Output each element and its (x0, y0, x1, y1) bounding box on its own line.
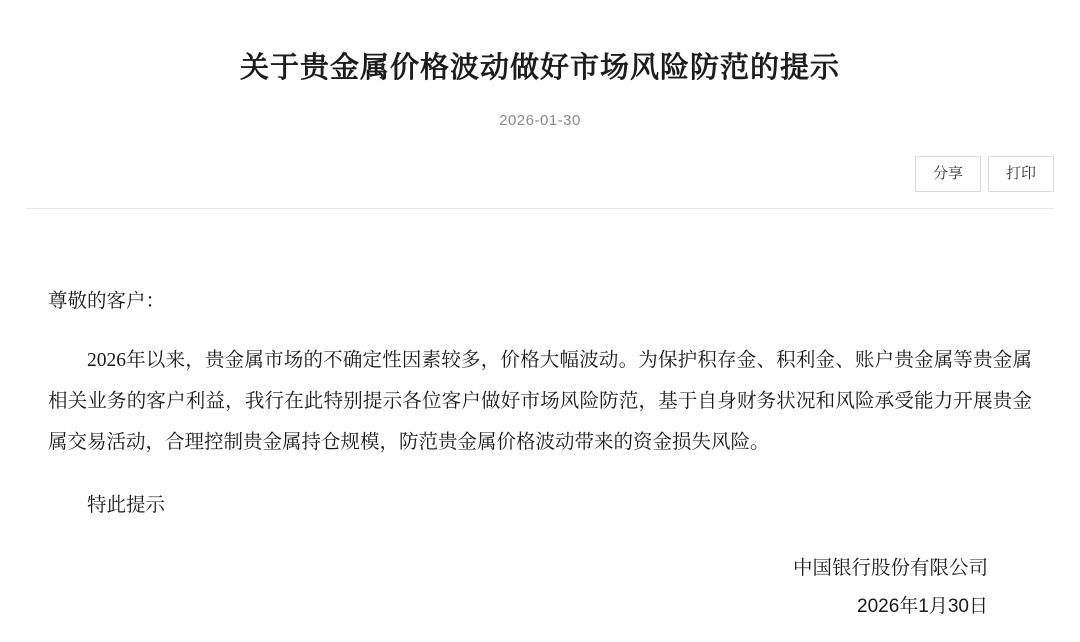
share-button[interactable]: 分享 (915, 156, 981, 192)
print-button[interactable]: 打印 (988, 156, 1054, 192)
signature-organization: 中国银行股份有限公司 (792, 557, 988, 579)
body-paragraph: 2026年以来，贵金属市场的不确定性因素较多，价格大幅波动。为保护积存金、积利金、账户贵金属等贵金属相关业务的客户利益，我行在此特别提示各位客户做好市场风险防范，基于自身财务状况和风险承受能力开展贵金属交易活动，合理控制贵金属持仓规模，防范贵金属价格波动带来的资金损失风险。 (48, 349, 1032, 453)
action-button-group (915, 156, 1054, 192)
publish-date: 2026-01-30 (499, 111, 581, 129)
document-body (0, 281, 1080, 626)
signature-date: 2026年1月30日 (857, 595, 988, 617)
actions-row (0, 156, 1080, 196)
salutation: 尊敬的客户： (48, 290, 166, 312)
page-title: 关于贵金属价格波动做好市场风险防范的提示 (239, 52, 840, 84)
closing-line: 特此提示 (87, 494, 166, 516)
signature-block (48, 550, 1032, 626)
header-divider (26, 208, 1054, 209)
